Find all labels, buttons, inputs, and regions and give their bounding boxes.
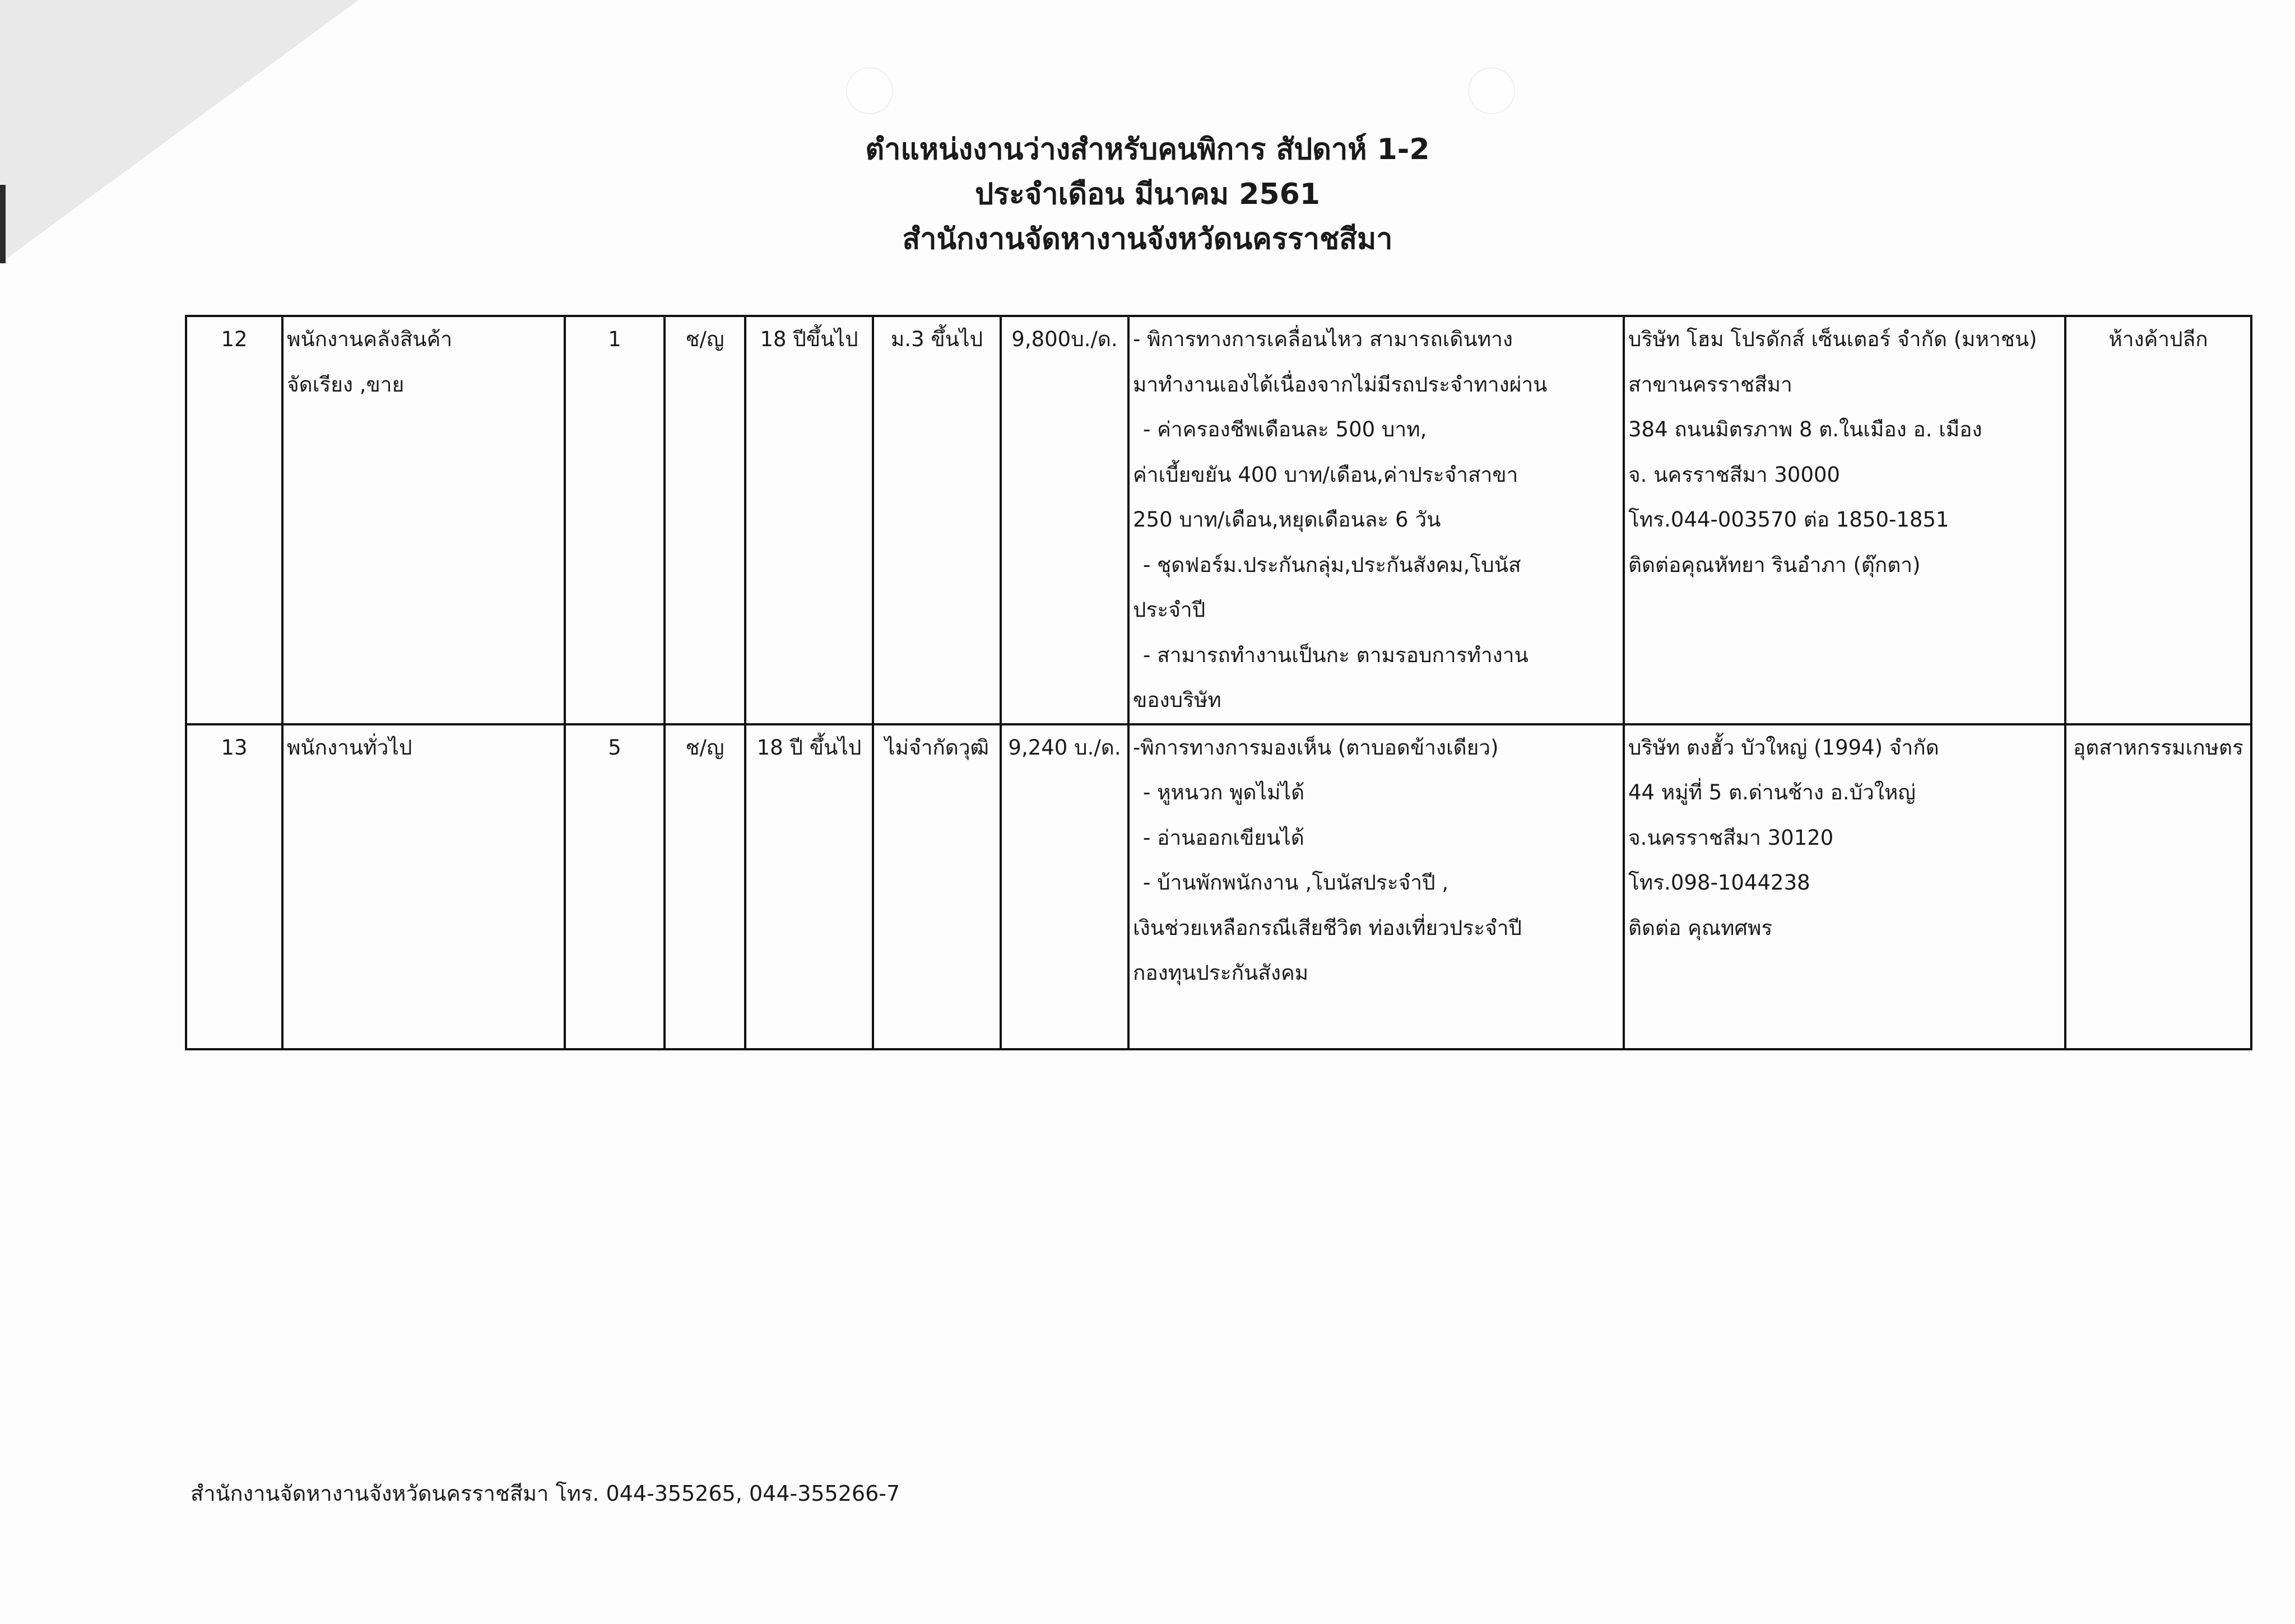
company-line: 44 หมู่ที่ 5 ต.ด่านช้าง อ.บัวใหญ่ [1628, 780, 1916, 804]
company-line: โทร.044-003570 ต่อ 1850-1851 [1628, 508, 1949, 532]
company-line: สาขานครราชสีมา [1628, 372, 1792, 397]
job-number: 12 [186, 316, 282, 724]
company-line: จ. นครราชสีมา 30000 [1628, 462, 1841, 487]
job-salary: 9,240 บ./ด. [1001, 724, 1128, 1049]
company-line: บริษัท ตงฮั้ว บัวใหญ่ (1994) จำกัด [1628, 735, 1939, 760]
job-education: ม.3 ขึ้นไป [873, 316, 1001, 724]
detail-line: ค่าเบี้ยขยัน 400 บาท/เดือน,ค่าประจำสาขา [1133, 462, 1518, 487]
company-line: ติดต่อ คุณทศพร [1628, 915, 1773, 940]
punch-hole-right [1468, 67, 1515, 114]
detail-line: 250 บาท/เดือน,หยุดเดือนละ 6 วัน [1133, 508, 1441, 532]
document-title [0, 132, 2295, 266]
company-line: บริษัท โฮม โปรดักส์ เซ็นเตอร์ จำกัด (มหาชน) [1628, 327, 2037, 351]
job-age: 18 ปี ขึ้นไป [745, 724, 873, 1049]
position-line: พนักงานทั่วไป [287, 735, 412, 760]
detail-line: -พิการทางการมองเห็น (ตาบอดข้างเดียว) [1133, 735, 1499, 760]
company-line: จ.นครราชสีมา 30120 [1628, 825, 1834, 850]
title-line-2: ประจำเดือน มีนาคม 2561 [975, 178, 1320, 211]
job-salary: 9,800บ./ด. [1001, 316, 1128, 724]
detail-line: - ชุดฟอร์ม.ประกันกลุ่ม,ประกันสังคม,โบนัส [1143, 552, 1521, 577]
punch-hole-left [846, 67, 893, 114]
job-count: 1 [565, 316, 665, 724]
title-line-3: สำนักงานจัดหางานจังหวัดนครราชสีมา [902, 222, 1393, 256]
job-age: 18 ปีขึ้นไป [745, 316, 873, 724]
company-info [1624, 724, 2065, 1049]
detail-line: - พิการทางการเคลื่อนไหว สามารถเดินทาง [1133, 327, 1513, 351]
job-count: 5 [565, 724, 665, 1049]
job-details [1128, 316, 1624, 724]
job-position [282, 316, 565, 724]
job-education: ไม่จำกัดวุฒิ [873, 724, 1001, 1049]
table-row [186, 724, 2251, 1049]
detail-line: - ค่าครองชีพเดือนละ 500 บาท, [1143, 417, 1427, 441]
job-number: 13 [186, 724, 282, 1049]
company-line: 384 ถนนมิตรภาพ 8 ต.ในเมือง อ. เมือง [1628, 417, 1982, 441]
company-line: ติดต่อคุณหัทยา รินอำภา (ตุ๊กตา) [1628, 552, 1921, 577]
job-gender: ช/ญ [665, 724, 745, 1049]
detail-line: - สามารถทำงานเป็นกะ ตามรอบการทำงาน [1143, 643, 1529, 667]
title-line-1: ตำแหน่งงานว่างสำหรับคนพิการ สัปดาห์ 1-2 [865, 133, 1430, 166]
table-row [186, 316, 2251, 724]
footer-contact: สำนักงานจัดหางานจังหวัดนครราชสีมา โทร. 044-355265, 044-355266-7 [191, 1481, 900, 1506]
job-details [1128, 724, 1624, 1049]
position-line: จัดเรียง ,ขาย [287, 372, 405, 397]
detail-line: ประจำปี [1133, 598, 1206, 622]
detail-line: - บ้านพักพนักงาน ,โบนัสประจำปี , [1143, 871, 1449, 895]
detail-line: มาทำงานเองได้เนื่องจากไม่มีรถประจำทางผ่าน [1133, 372, 1548, 397]
business-type: อุตสาหกรรมเกษตร [2065, 724, 2251, 1049]
job-gender: ช/ญ [665, 316, 745, 724]
job-position [282, 724, 565, 1049]
position-line: พนักงานคลังสินค้า [287, 327, 453, 351]
company-line: โทร.098-1044238 [1628, 871, 1810, 895]
business-type: ห้างค้าปลีก [2065, 316, 2251, 724]
detail-line: กองทุนประกันสังคม [1133, 961, 1309, 985]
job-vacancy-table [185, 315, 2252, 1050]
detail-line: - อ่านออกเขียนได้ [1143, 825, 1304, 850]
company-info [1624, 316, 2065, 724]
detail-line: - หูหนวก พูดไม่ได้ [1143, 780, 1305, 804]
detail-line: ของบริษัท [1133, 688, 1221, 712]
detail-line: เงินช่วยเหลือกรณีเสียชีวิต ท่องเที่ยวประจำปี [1133, 915, 1522, 940]
